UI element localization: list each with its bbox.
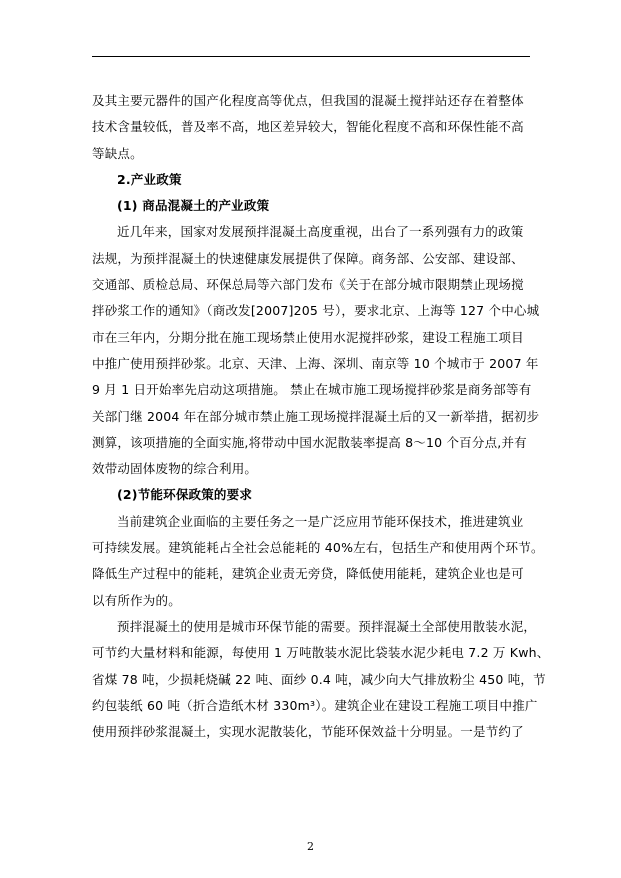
body-line: 等缺点。 [92,145,143,161]
body-line: 当前建筑企业面临的主要任务之一是广泛应用节能环保技术，推进建筑业 [117,513,524,529]
body-line: 使用预拌砂浆混凝土，实现水泥散装化，节能环保效益十分明显。一是节约了 [92,724,524,740]
body-line: 市在三年内，分期分批在施工现场禁止使用水泥搅拌砂浆，建设工程施工项目 [92,329,524,345]
body-line: 技术含量较低，普及率不高，地区差异较大，智能化程度不高和环保性能不高 [92,119,524,135]
body-line: 法规，为预拌混凝土的快速健康发展提供了保障。商务部、公安部、建设部、 [92,250,524,266]
section-heading: 2.产业政策 [117,171,182,187]
body-line: 9 月 1 日开始率先启动这项措施。 禁止在城市施工现场搅拌砂浆是商务部等有 [92,382,532,398]
body-line: 约包装纸 60 吨（折合造纸木材 330m³）。建筑企业在建设工程施工项目中推广 [92,697,538,713]
body-line: 中推广使用预拌砂浆。北京、天津、上海、深圳、南京等 10 个城市于 2007 年 [92,355,539,371]
header-rule [92,56,530,57]
body-line: 降低生产过程中的能耗，建筑企业责无旁贷，降低使用能耗，建筑企业也是可 [92,566,524,582]
page-number: 2 [307,840,314,853]
body-line: 交通部、质检总局、环保总局等六部门发布《关于在部分城市限期禁止现场搅 [92,277,524,293]
body-line: 可持续发展。建筑能耗占全社会总能耗的 40%左右，包括生产和使用两个环节。 [92,540,544,556]
body-line: 近几年来，国家对发展预拌混凝土高度重视，出台了一系列强有力的政策 [117,224,524,240]
body-line: 测算，该项措施的全面实施,将带动中国水泥散装率提高 8～10 个百分点,并有 [92,434,527,450]
body-line: 可节约大量材料和能源，每使用 1 万吨散装水泥比袋装水泥少耗电 7.2 万 Kwh、 [92,645,550,661]
body-line: 拌砂浆工作的通知》（商改发[2007]205 号），要求北京、上海等 127 个中心城 [92,303,540,319]
body-line: 及其主要元器件的国产化程度高等优点，但我国的混凝土搅拌站还存在着整体 [92,93,524,108]
body-line: 效带动固体废物的综合利用。 [92,461,258,477]
body-line: 省煤 78 吨，少损耗烧碱 22 吨、面纱 0.4 吨，减少向大气排放粉尘 450 吨，节 [92,671,546,687]
subsection-heading: (1) 商品混凝土的产业政策 [117,198,270,214]
body-line: 关部门继 2004 年在部分城市禁止施工现场搅拌混凝土后的又一新举措，据初步 [92,408,540,424]
document-body [92,88,550,745]
subsection-heading: (2)节能环保政策的要求 [117,487,253,503]
body-line: 预拌混凝土的使用是城市环保节能的需要。预拌混凝土全部使用散装水泥， [117,618,537,634]
body-line: 以有所作为的。 [92,592,181,608]
